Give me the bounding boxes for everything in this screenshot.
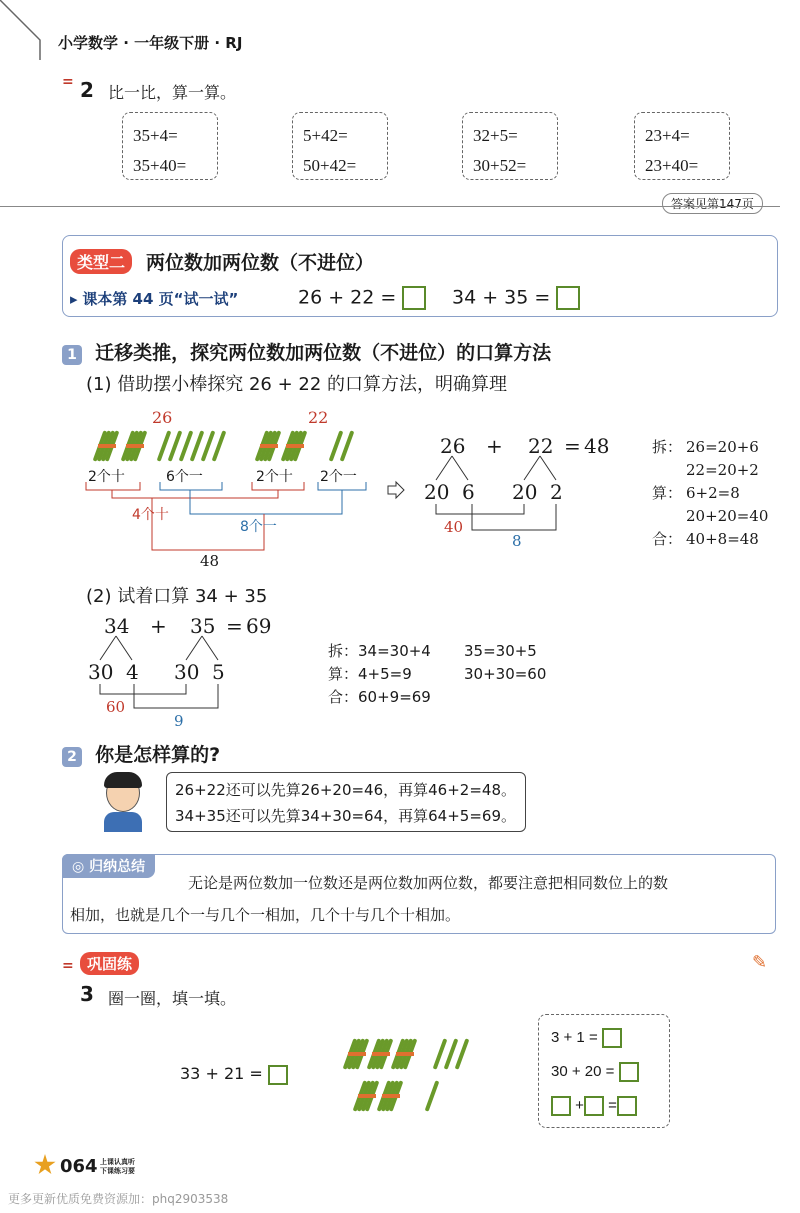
step-value: 合：60+9=69	[328, 688, 431, 706]
type-title: 两位数加两位数（不进位）	[146, 252, 375, 274]
eq-number: 26	[440, 434, 466, 458]
step-value: 20+20=40	[686, 507, 769, 525]
section-title: 迁移类推，探究两位数加两位数（不进位）的口算方法	[95, 342, 552, 364]
single-sticks-icon	[436, 1038, 472, 1070]
speech-line: 34+35还可以先算34+30=64，再算64+5=69。	[175, 807, 516, 825]
eq-split: 20	[424, 480, 450, 504]
mark-icon: =	[62, 74, 74, 90]
speech-line: 26+22还可以先算26+20=46，再算46+2=48。	[175, 781, 516, 799]
label-26: 26	[152, 408, 173, 427]
answer-box[interactable]	[602, 1028, 622, 1048]
exercise-instruction: 圈一圈，填一填。	[108, 989, 237, 1008]
step-value: 35=30+5	[464, 642, 537, 660]
step-value: 拆：34=30+4	[328, 642, 431, 660]
practice-equation	[180, 1064, 288, 1085]
label-22: 22	[308, 408, 329, 427]
stick-bundle-icon	[380, 1080, 400, 1112]
section-2-heading	[62, 740, 220, 767]
eq-operator: +	[486, 434, 503, 458]
step-value: 30+30=60	[464, 665, 547, 683]
student-avatar	[98, 772, 148, 832]
equation-text: 33 + 21 =	[180, 1064, 263, 1083]
equation-text: 30 + 20 =	[551, 1063, 615, 1080]
mark-icon: =	[62, 958, 74, 974]
eq-partial-60: 60	[106, 698, 126, 716]
step-row	[652, 436, 768, 459]
calc-line: 35+40=	[133, 156, 187, 175]
plus-sign: +	[575, 1097, 584, 1114]
fill-row	[551, 1055, 657, 1089]
step-label: 拆：	[652, 438, 683, 456]
step-value: 22=20+2	[686, 461, 759, 479]
part-1-title: (1) 借助摆小棒探究 26 + 22 的口算方法，明确算理	[86, 374, 507, 395]
slogan-line: 上课认真听	[100, 1158, 135, 1166]
eq-split: 5	[212, 660, 225, 684]
eq-split: 20	[512, 480, 538, 504]
fill-box-group	[538, 1014, 670, 1128]
answer-reference: 答案见第147页	[662, 193, 763, 214]
answer-box[interactable]	[551, 1096, 571, 1116]
exercise-number: 2	[80, 78, 94, 102]
equation-text: 3 + 1 =	[551, 1029, 598, 1046]
fill-row	[551, 1021, 657, 1055]
answer-box[interactable]	[268, 1065, 288, 1085]
label-8-ones: 8个一	[240, 519, 277, 535]
summary-tag: ◎ 归纳总结	[62, 854, 155, 878]
summary-text-2: 相加，也就是几个一与几个一相加，几个十与几个十相加。	[70, 906, 461, 924]
summary-text-1: 无论是两位数加一位数还是两位数加两位数，都要注意把相同数位上的数	[188, 874, 669, 892]
eq-number: 22	[528, 434, 554, 458]
equation-text: 34 + 35 =	[452, 286, 551, 309]
eq-operator: =	[226, 614, 243, 638]
eq-number: 35	[190, 614, 216, 638]
group-label: 2个十	[256, 469, 293, 485]
textbook-reference: ▸ 课本第 44 页“试一试”	[70, 290, 239, 308]
textbook-reference-text: 课本第 44 页“试一试”	[82, 290, 239, 308]
footer-slogan	[100, 1158, 135, 1176]
exercise-number: 3	[80, 982, 94, 1006]
header-title: 小学数学 · 一年级下册 · RJ	[58, 34, 243, 52]
type-tag: 类型二	[70, 249, 132, 274]
fill-row	[551, 1089, 657, 1123]
eq-split: 30	[174, 660, 200, 684]
equals-sign: =	[608, 1097, 617, 1114]
part-2-title: (2) 试着口算 34 + 35	[86, 586, 268, 607]
eq-result: 48	[584, 434, 610, 458]
step-row	[652, 482, 768, 505]
eq-split: 6	[462, 480, 475, 504]
step-value: 算：4+5=9	[328, 665, 412, 683]
exercise-instruction: 比一比，算一算。	[108, 83, 237, 102]
calc-line: 23+4=	[645, 126, 690, 145]
steps-list	[652, 436, 768, 551]
section-badge: 2	[62, 747, 82, 767]
group-label: 2个一	[320, 469, 357, 485]
eq-operator: +	[150, 614, 167, 638]
calc-line: 5+42=	[303, 126, 348, 145]
calc-line: 30+52=	[473, 156, 527, 175]
step-row	[328, 640, 546, 663]
calc-line: 35+4=	[133, 126, 178, 145]
step-row	[652, 528, 768, 551]
calc-line: 32+5=	[473, 126, 518, 145]
eq-split: 2	[550, 480, 563, 504]
answer-box[interactable]	[617, 1096, 637, 1116]
section-title: 你是怎样算的?	[95, 744, 221, 766]
step-value: 26=20+6	[686, 438, 759, 456]
eq-split: 30	[88, 660, 114, 684]
eq-number: 34	[104, 614, 130, 638]
stick-bundle-icon	[346, 1038, 366, 1070]
single-sticks-icon	[428, 1080, 440, 1112]
label-48: 48	[200, 552, 220, 570]
step-row	[328, 663, 546, 686]
label-4-tens: 4个十	[132, 507, 169, 523]
step-label: 合：	[652, 530, 683, 548]
calc-line: 50+42=	[303, 156, 357, 175]
answer-box[interactable]	[619, 1062, 639, 1082]
speech-bubble	[166, 772, 526, 832]
eq-split: 4	[126, 660, 139, 684]
page-number: 064	[60, 1156, 98, 1177]
group-label: 6个一	[166, 469, 203, 485]
steps-list-2	[328, 640, 546, 709]
eq-result: 69	[246, 614, 272, 638]
eq-partial-8: 8	[512, 532, 522, 550]
step-row	[652, 505, 768, 528]
stick-bundle-icon	[370, 1038, 390, 1070]
step-value: 40+8=48	[686, 530, 759, 548]
slogan-line: 下课练习要	[100, 1167, 135, 1175]
step-row	[652, 459, 768, 482]
stick-bundle-icon	[356, 1080, 376, 1112]
answer-box[interactable]	[584, 1096, 604, 1116]
eq-partial-9: 9	[174, 712, 184, 730]
section-badge: 1	[62, 345, 82, 365]
practice-tag: 巩固练	[80, 952, 139, 975]
step-label: 算：	[652, 484, 683, 502]
equation-text: 26 + 22 =	[298, 286, 397, 309]
pencil-icon: ✎	[752, 952, 768, 973]
step-value: 6+2=8	[686, 484, 740, 502]
group-label: 2个十	[88, 469, 125, 485]
calc-line: 23+40=	[645, 156, 699, 175]
step-row	[328, 686, 546, 709]
stick-bundle-icon	[394, 1038, 414, 1070]
eq-partial-40: 40	[444, 518, 464, 536]
watermark: 更多更新优质免费资源加：phq2903538	[8, 1192, 229, 1206]
eq-operator: =	[564, 434, 581, 458]
